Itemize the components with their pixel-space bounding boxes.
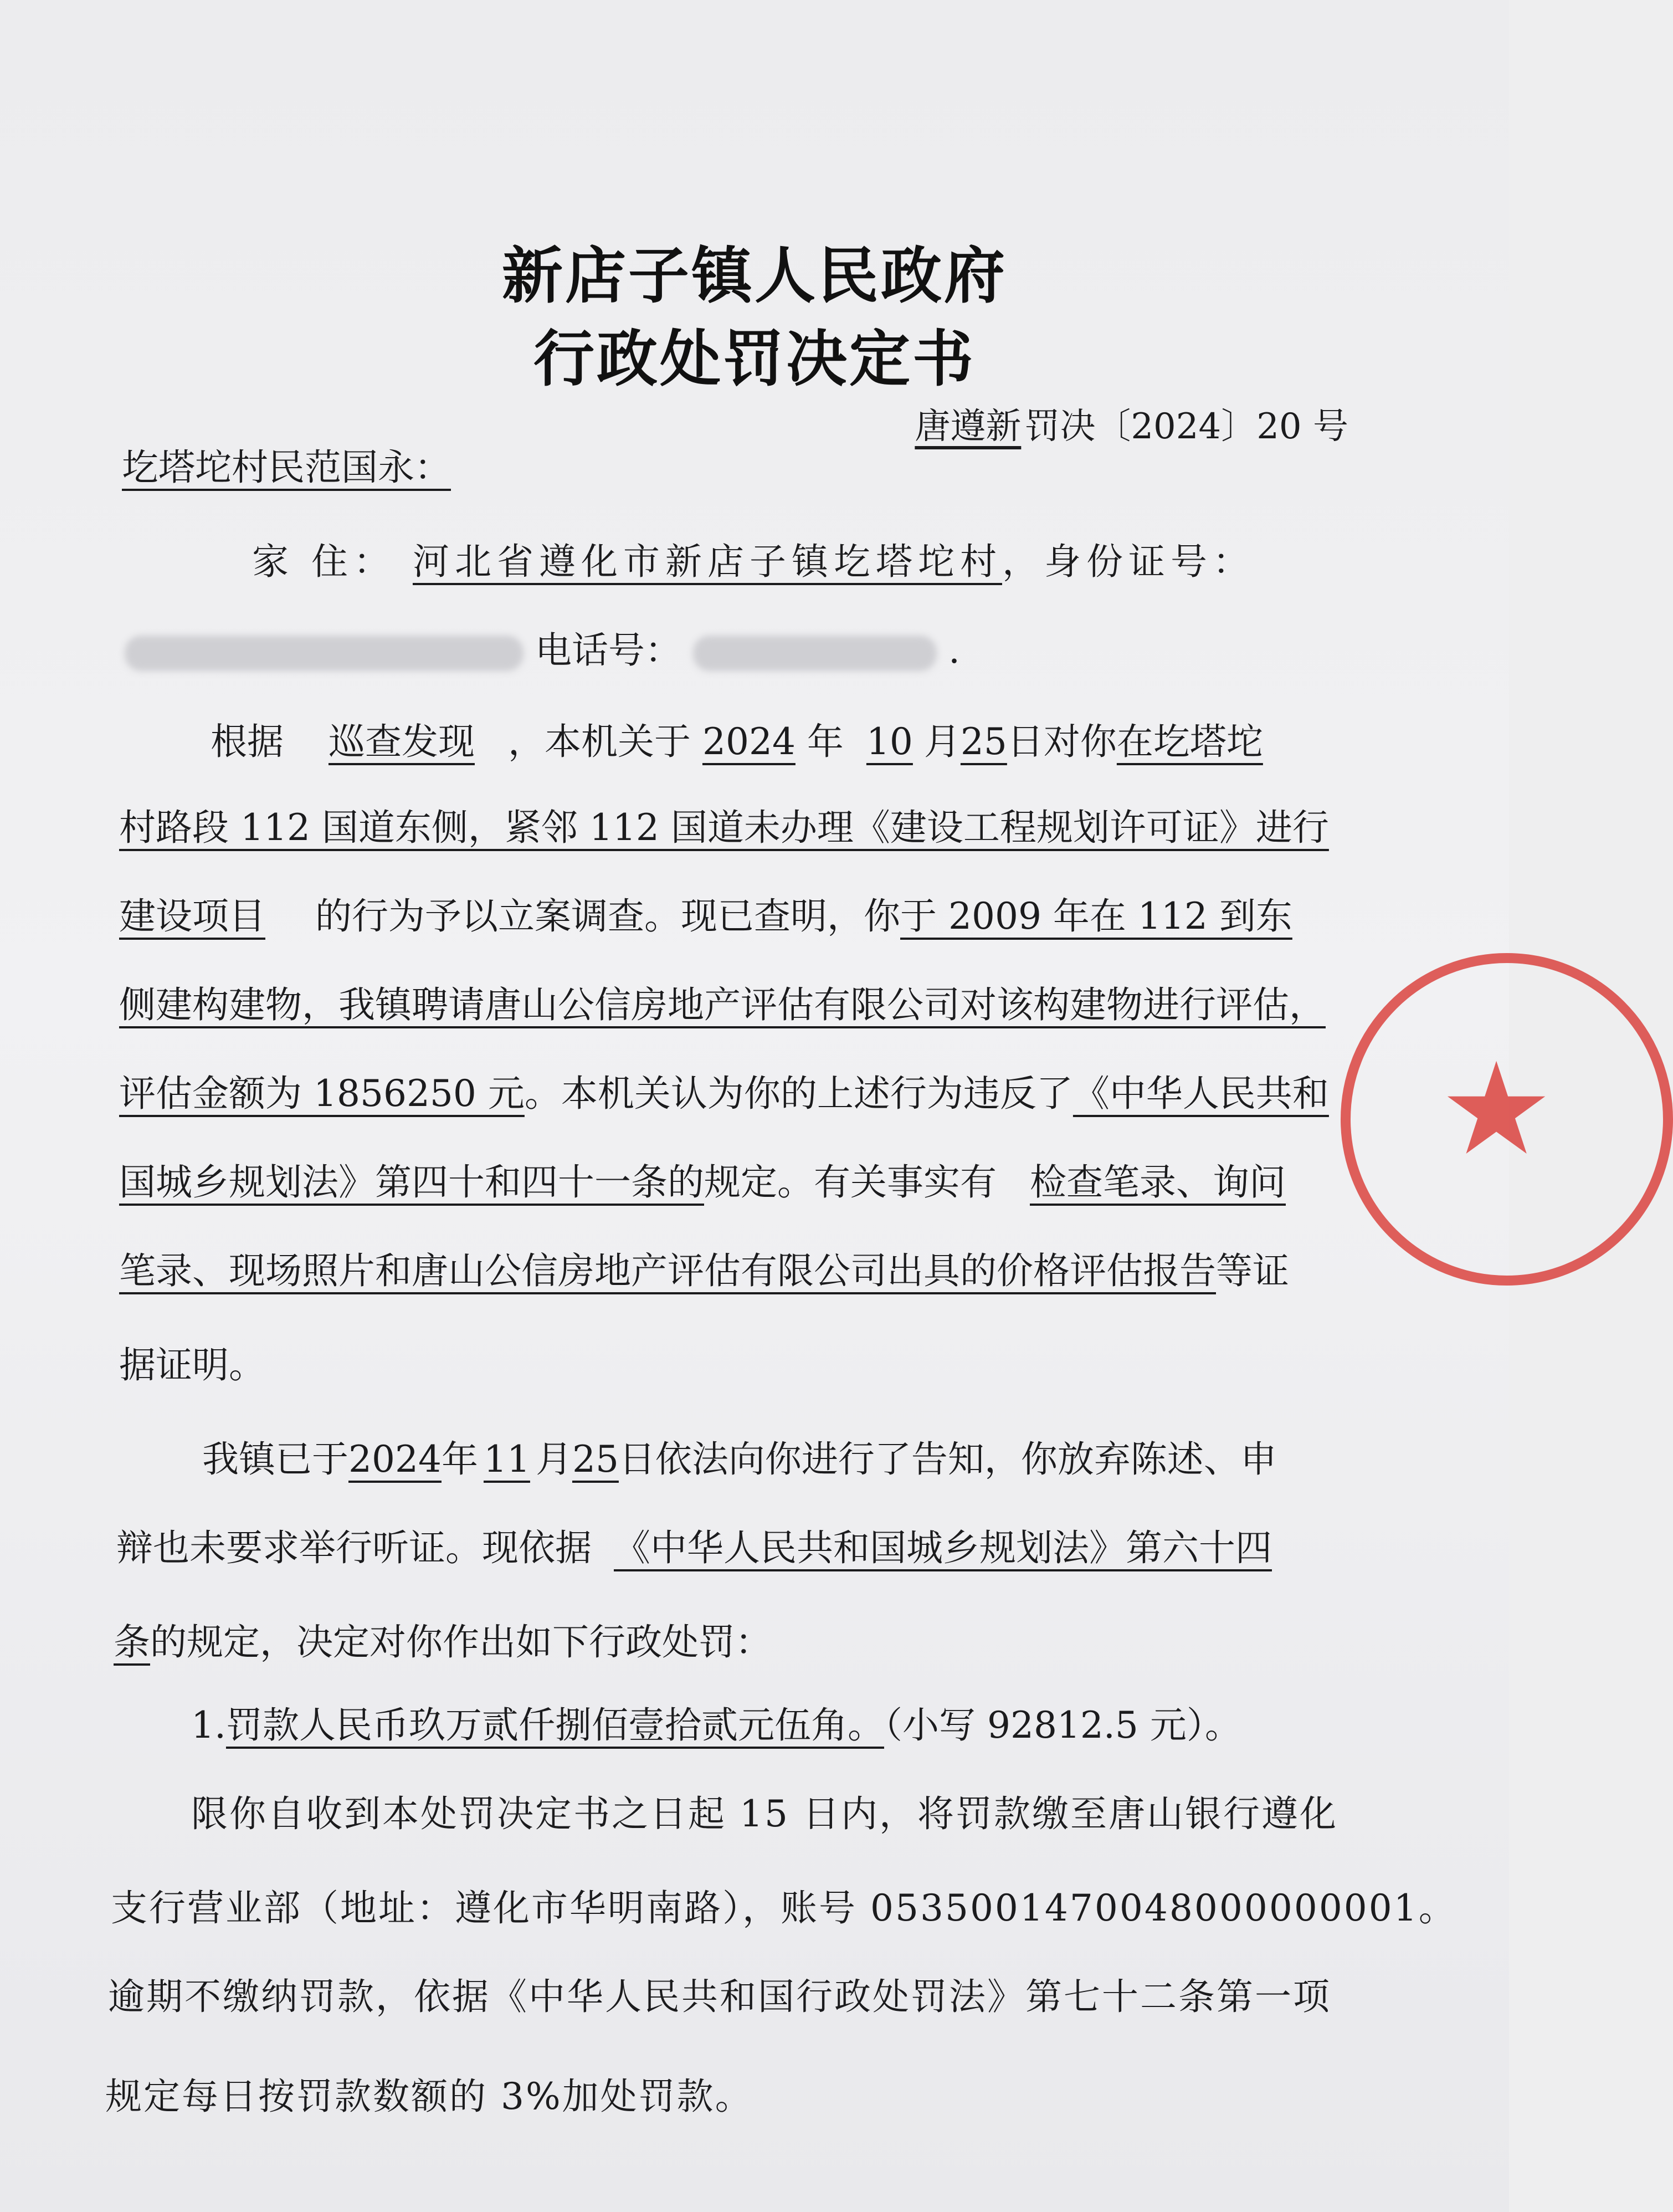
org-title: 新店子镇人民政府 [502,240,1007,311]
para1-line1 [211,712,1263,765]
text: 逾期不缴纳罚款，依据《中华人民共和国行政处罚法》第七十二条第一项 [108,1975,1331,2018]
para1-line5 [119,1064,1329,1117]
phone-line [125,621,960,673]
fill-text: 检查笔录、询问 [1030,1161,1286,1204]
fill-day: 25 [572,1438,619,1481]
text: 限你自收到本处罚决定书之日起 15 日内，将罚款缴至唐山银行遵化 [191,1793,1338,1835]
penalty-line2 [191,1784,1338,1837]
text: 。本机关认为你的上述行为违反了 [524,1072,1073,1115]
text: 辩也未要求举行听证。现依据 [116,1527,592,1569]
text: 的规定，决定对你作出如下行政处罚： [150,1621,772,1663]
fill-month: 10 [866,720,913,763]
addressee-text: 圪塔坨村民范国永： [122,446,451,489]
fill-year: 2024 [348,1438,442,1481]
phone-end: . [948,629,960,672]
para2-line1 [202,1430,1277,1482]
penalty-line5 [105,2067,753,2119]
document-number [876,398,1348,449]
fill-text: 村路段 112 国道东侧，紧邻 112 国道未办理《建设工程规划许可证》进行 [119,806,1329,849]
fill-text: 国城乡规划法》第四十和四十一条的 [119,1161,704,1204]
text: 的行为予以立案调查。现已查明，你 [315,895,900,938]
text: 月 [535,1438,572,1481]
item-number: 1. [191,1704,226,1747]
phone-label: 电话号： [535,629,681,672]
text: 日依法向你进行了告知，你放弃陈述、申 [618,1438,1277,1481]
seal-star-icon: ★ [1439,1036,1554,1184]
text: （小写 92812.5 元）。 [884,1704,1241,1747]
text: 规定。有关事实有 [704,1161,997,1204]
text: 日对你 [1007,720,1117,763]
text: 据证明。 [119,1344,265,1386]
para1-line6 [119,1153,1286,1205]
penalty-item [191,1696,1241,1748]
text: 我镇已于 [202,1438,348,1481]
addressee [122,438,451,490]
residence-label: 家 住： [252,540,396,583]
fill-text: 侧建构建物，我镇聘请唐山公信房地产评估有限公司对该构建物进行评估， [119,984,1326,1026]
para1-line3 [119,887,1292,939]
official-seal [1341,953,1673,1286]
fill-penalty: 罚款人民币玖万贰仟捌佰壹拾贰元伍角。 [225,1704,884,1747]
fill-text: 笔录、现场照片和唐山公信房地产评估有限公司出具的价格评估报告 [119,1250,1216,1292]
text: 等证 [1216,1250,1289,1292]
fill-day: 25 [960,720,1007,763]
fill-text: 《中华人民共和 [1072,1072,1329,1115]
penalty-line4 [108,1967,1331,2020]
text: ，本机关于 [507,720,691,763]
docno-suffix: 罚决〔2024〕20 号 [1024,406,1348,447]
para1-line7 [119,1241,1289,1294]
text: 月 [923,720,961,763]
docno-prefix: 唐遵新 [915,406,1022,447]
redacted-id [125,636,524,671]
para1-line4 [119,975,1326,1028]
fill-source: 巡查发现 [328,720,475,763]
fill-location: 在圪塔坨 [1116,720,1263,763]
text: 年 [441,1438,478,1481]
para2-line3 [114,1612,772,1665]
fill-text: 评估金额为 1856250 元 [119,1072,525,1115]
fill-month: 11 [483,1438,530,1481]
para1-line8 [119,1335,265,1388]
para2-line2 [116,1518,1272,1571]
fill-year: 2024 [702,720,796,763]
doc-title: 行政处罚决定书 [533,323,976,395]
fill-law: 《中华人民共和国城乡规划法》第六十四 [614,1527,1272,1569]
redacted-phone [693,636,937,671]
id-label: ，身份证号： [1002,540,1255,583]
text: 根据 [211,720,284,763]
penalty-line3 [111,1878,1457,1931]
text: 规定每日按罚款数额的 3%加处罚款。 [105,2075,753,2118]
fill-text: 建设项目 [119,895,265,938]
residence-line [252,532,1255,585]
residence-value: 河北省遵化市新店子镇圪塔坨村 [412,540,1002,583]
fill-text: 于 2009 年在 112 到东 [900,895,1292,938]
text: 支行营业部（地址：遵化市华明南路），账号 0535001470048000000001。 [111,1887,1457,1929]
fill-text: 条 [114,1621,150,1663]
para1-line2 [119,798,1329,851]
text: 年 [807,720,844,763]
